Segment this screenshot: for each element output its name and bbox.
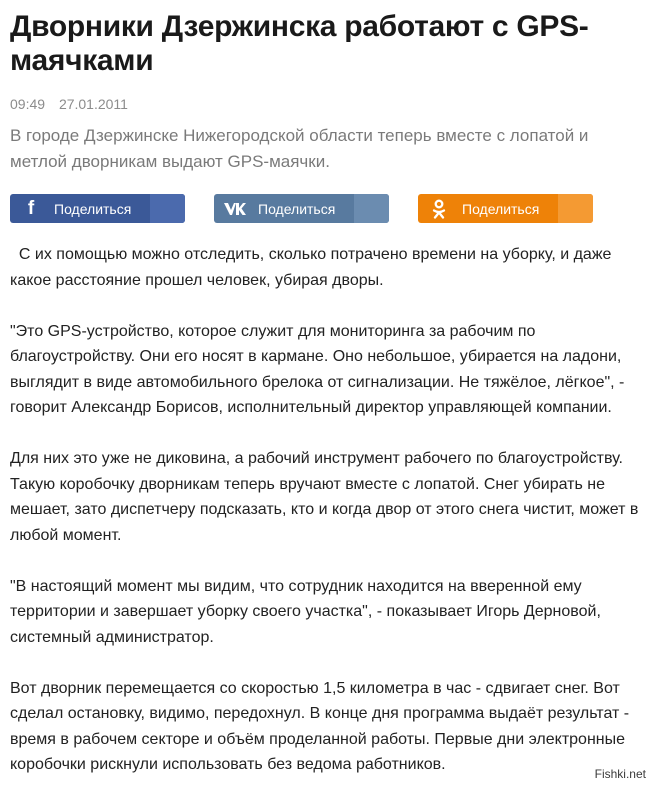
vkontakte-share-label: Поделиться — [258, 200, 336, 217]
article-lead: В городе Дзержинске Нижегородской области теперь вместе с лопатой и метлой дворникам выдают GPS-маячки. — [10, 126, 589, 171]
facebook-share-label: Поделиться — [54, 200, 132, 217]
vkontakte-share-count — [354, 194, 389, 223]
paragraph: "Это GPS-устройство, которое служит для мониторинга за рабочим по благоустройству. Они его носят в кармане. Оно небольшое, убирается на ладони, выглядит в виде автомобильного брелока от сигнализации. Не тяжёлое, лёгкое", - говорит Александр Борисов, исполнительный директор управляющей компании. — [10, 322, 625, 416]
facebook-icon: f — [27, 197, 35, 219]
vkontakte-share-button[interactable] — [214, 194, 389, 223]
facebook-share-count — [150, 194, 185, 223]
facebook-share-button[interactable] — [10, 194, 185, 223]
vkontakte-icon — [214, 202, 256, 216]
article-title: Дворники Дзержинска работают с GPS-маячками — [10, 10, 589, 77]
article-meta — [10, 96, 642, 112]
publish-date: 27.01.2011 — [58, 96, 128, 112]
odnoklassniki-icon — [418, 199, 460, 219]
article — [10, 10, 642, 803]
publish-time: 09:49 — [10, 96, 46, 112]
paragraph: Вот дворник перемещается со скоростью 1,5 километра в час - сдвигает снег. Вот сделал остановку, видимо, передохнул. В конце дня программа выдаёт результат - время в рабочем секторе и объём проделанной работы. Первые дни электронные коробочки рискнули использовать без ведома работников. — [10, 679, 630, 773]
paragraph: Для них это уже не диковина, а рабочий инструмент рабочего по благоустройству. Такую коробочку дворникам теперь вручают вместе с лопатой. Снег убирать не мешает, зато диспетчеру подсказать, кто и когда двор от этого снега чистит, может в любой момент. — [10, 450, 639, 544]
article-body — [10, 242, 642, 778]
odnoklassniki-share-button[interactable] — [418, 194, 593, 223]
odnoklassniki-share-count — [558, 194, 593, 223]
odnoklassniki-share-label: Поделиться — [462, 200, 540, 217]
paragraph: "В настоящий момент мы видим, что сотрудник находится на вверенной ему территории и завершает уборку своего участка", - показывает Игорь Дерновой, системный администратор. — [10, 577, 601, 646]
watermark: Fishki.net — [594, 767, 646, 781]
share-bar — [10, 194, 642, 223]
paragraph: С их помощью можно отследить, сколько потрачено времени на уборку, и даже какое расстояние прошел человек, убирая дворы. — [10, 246, 616, 289]
